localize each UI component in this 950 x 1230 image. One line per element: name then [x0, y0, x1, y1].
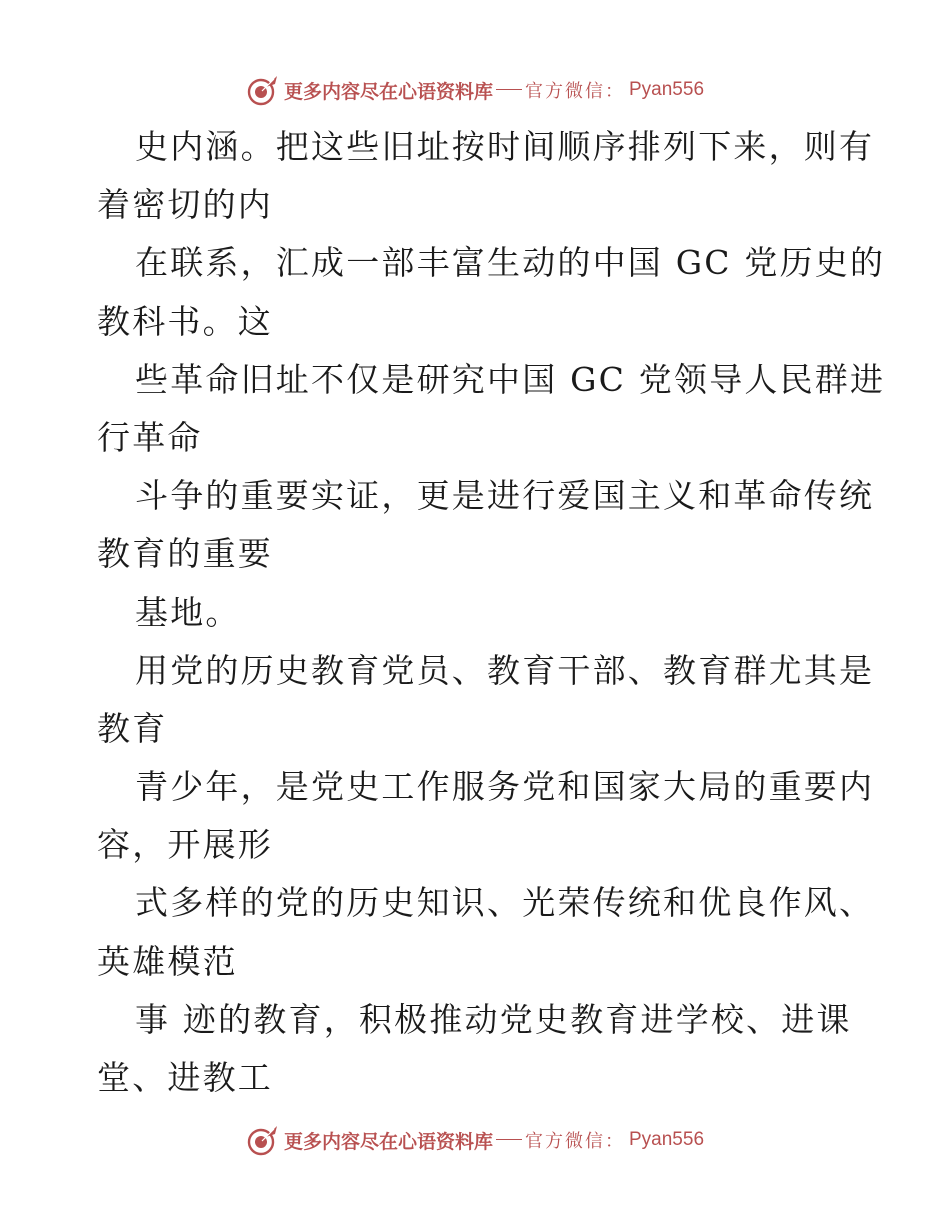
footer-banner	[0, 1120, 950, 1160]
text-line: 史内涵。把这些旧址按时间顺序排列下来，则有	[135, 127, 875, 166]
text-line: 着密切的内	[97, 185, 273, 225]
banner-wechat-id: Pyan556	[629, 79, 705, 100]
text-line: 教育	[97, 708, 168, 748]
banner-dash	[496, 1139, 522, 1140]
quill-seal-icon	[246, 1123, 280, 1157]
text-line: 教育的重要	[97, 534, 273, 574]
text-line: 基地。	[135, 592, 241, 632]
text-line: 青少年，是党史工作服务党和国家大局的重要内	[135, 767, 875, 807]
banner-main-text: 更多内容尽在心语资料库	[283, 1130, 493, 1153]
text-line: 在联系，汇成一部丰富生动的中国 GC 党历史的	[135, 243, 886, 283]
banner-wechat-id: Pyan556	[629, 1129, 705, 1150]
banner-main-text: 更多内容尽在心语资料库	[283, 80, 493, 103]
banner-dash	[496, 89, 522, 90]
text-line: 英雄模范	[97, 941, 238, 981]
text-line: 行革命	[97, 417, 203, 457]
text-line: 式多样的党的历史知识、光荣传统和优良作风、	[135, 883, 875, 923]
banner-official-label: 官方微信：	[525, 81, 625, 102]
quill-seal-icon	[246, 73, 280, 107]
text-line: 教科书。这	[97, 301, 273, 341]
banner-official-label: 官方微信：	[525, 1131, 625, 1152]
document-body	[97, 118, 886, 1107]
text-line: 堂、进教工	[97, 1058, 273, 1097]
text-line: 事 迹的教育，积极推动党史教育进学校、进课	[135, 999, 852, 1039]
text-line: 用党的历史教育党员、教育干部、教育群尤其是	[135, 650, 875, 690]
header-banner	[0, 70, 950, 110]
text-line: 容，开展形	[97, 825, 273, 865]
text-line: 些革命旧址不仅是研究中国 GC 党领导人民群进	[135, 359, 886, 399]
text-line: 斗争的重要实证，更是进行爱国主义和革命传统	[135, 476, 875, 516]
